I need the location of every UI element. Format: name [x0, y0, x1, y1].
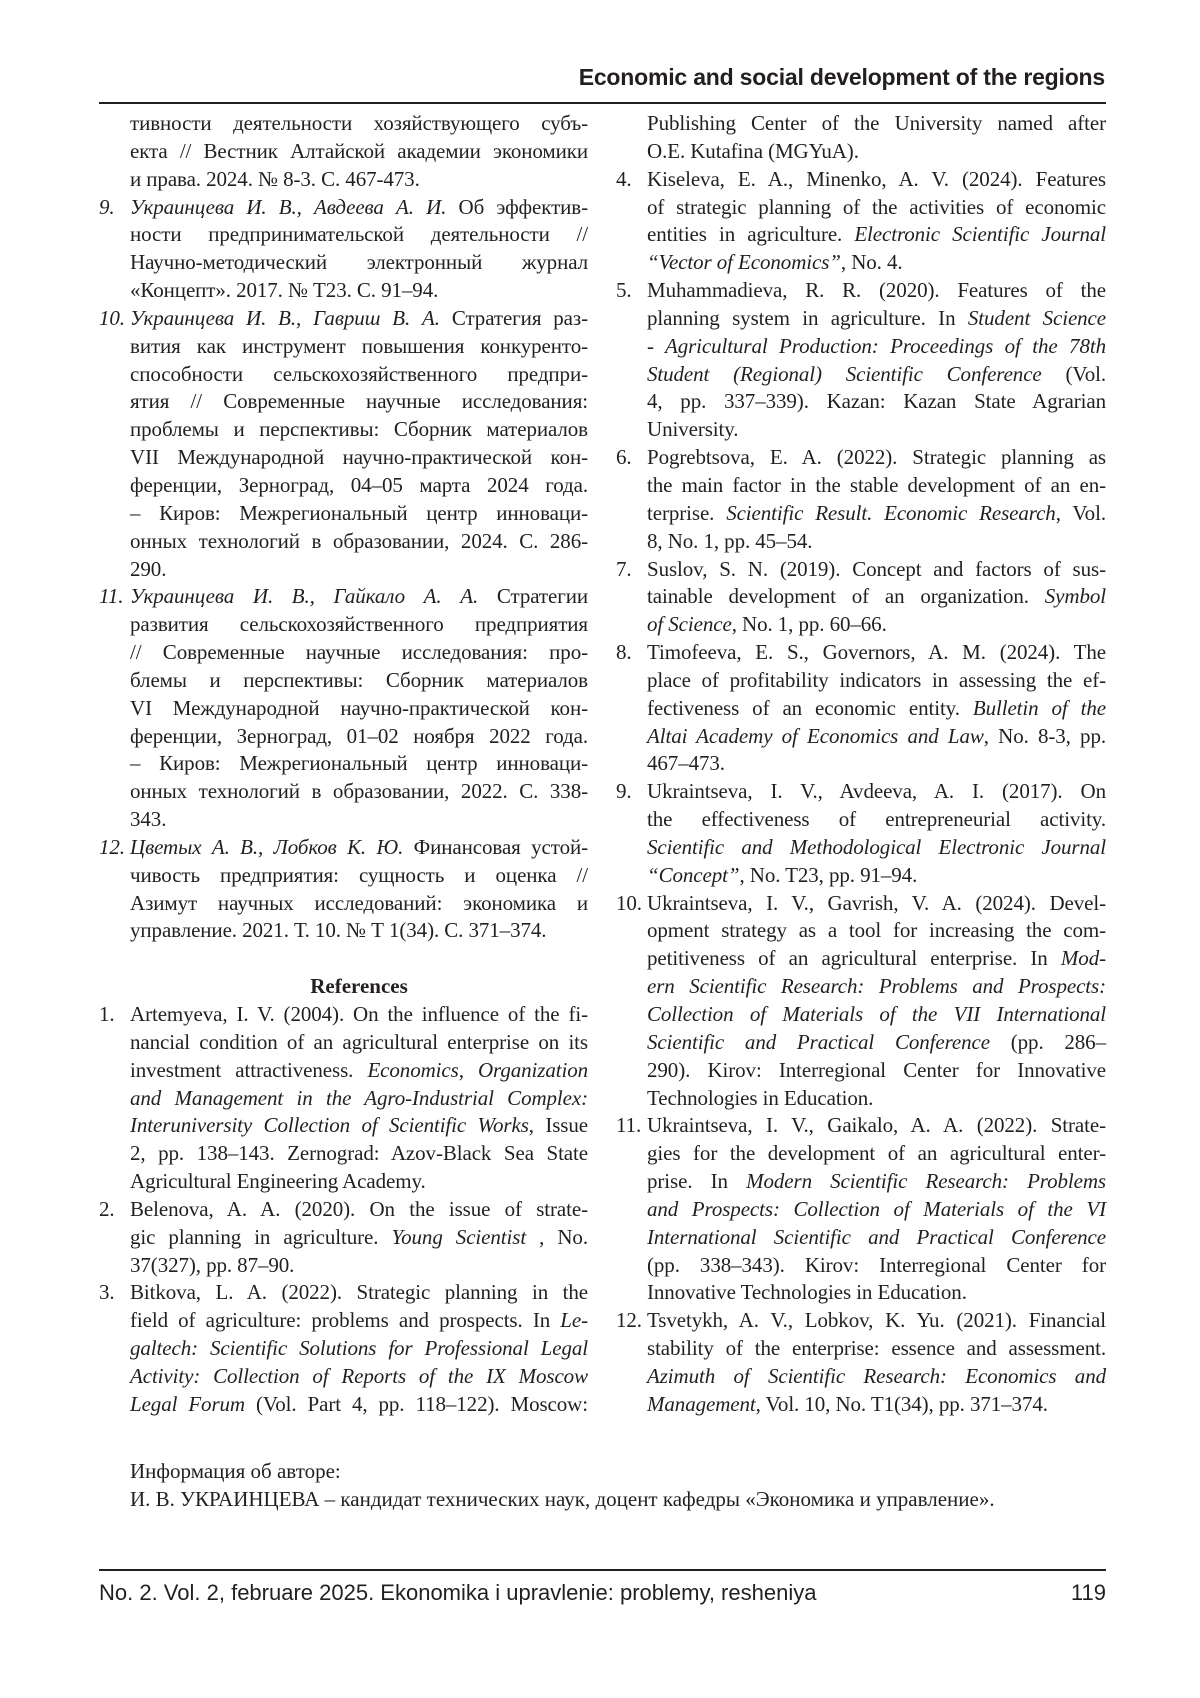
reference-italic-text: Symbol	[1045, 584, 1106, 608]
reference-text: Kiseleva, E. A., Minenko, A. V. (2024). Features	[647, 167, 1106, 191]
reference-text: управление. 2021. Т. 10. № Т 1(34). С. 371–374.	[130, 918, 546, 942]
reference-number: 12.	[99, 834, 125, 862]
reference-line	[616, 138, 1106, 166]
reference-text: planning system in agriculture. In	[647, 306, 968, 330]
reference-text: 37(327), pp. 87–90.	[130, 1253, 294, 1277]
reference-text: nancial condition of an agricultural enterprise on its	[130, 1030, 588, 1054]
page-number: 119	[1071, 1580, 1106, 1606]
reference-text: Muhammadieva, R. R. (2020). Features of the	[647, 278, 1106, 302]
reference-line	[99, 583, 588, 611]
header-rule	[99, 102, 1106, 104]
reference-text: способности сельскохозяйственного предпри-	[130, 362, 588, 386]
reference-text: Pogrebtsova, E. A. (2022). Strategic planning as	[647, 445, 1106, 469]
reference-line	[616, 806, 1106, 834]
reference-text: tainable development of an organization.	[647, 584, 1045, 608]
reference-text: Ukraintseva, I. V., Gaikalo, A. A. (2022). Strate-	[647, 1113, 1106, 1137]
reference-text: Ukraintseva, I. V., Gavrish, V. A. (2024). Devel-	[647, 891, 1106, 915]
reference-item	[616, 1307, 1106, 1418]
footer-rule	[99, 1569, 1106, 1571]
reference-text: fectiveness of an economic entity.	[647, 696, 973, 720]
page-footer	[99, 1580, 1106, 1606]
reference-italic-text: Украинцева И. В., Гавриш В. А.	[130, 306, 440, 330]
reference-italic-text: Activity: Collection of Reports of the IX Moscow	[130, 1364, 588, 1388]
reference-text: (Vol. Part 4, pp. 118–122). Moscow:	[245, 1392, 588, 1416]
reference-italic-text: Украинцева И. В., Гайкало А. А.	[130, 584, 478, 608]
reference-number: 1.	[99, 1001, 115, 1029]
reference-item	[616, 277, 1106, 444]
reference-line	[99, 110, 588, 138]
reference-line	[616, 1307, 1106, 1335]
reference-text: Suslov, S. N. (2019). Concept and factors of sus-	[647, 557, 1106, 581]
reference-line	[616, 750, 1106, 778]
reference-item	[99, 1196, 588, 1280]
reference-text: Об эффектив-	[446, 195, 588, 219]
reference-line	[616, 305, 1106, 333]
reference-item	[99, 194, 588, 305]
reference-line	[616, 1085, 1106, 1113]
reference-line	[616, 667, 1106, 695]
reference-text: Финансовая устой-	[403, 835, 588, 859]
reference-italic-text: Scientific and Practical Conference	[647, 1030, 990, 1054]
reference-item	[616, 166, 1106, 277]
reference-line	[99, 1085, 588, 1113]
reference-italic-text: Management	[647, 1392, 756, 1416]
reference-text: gic planning in agriculture.	[130, 1225, 391, 1249]
reference-line	[99, 528, 588, 556]
reference-text: ференции, Зерноград, 04–05 марта 2024 года.	[130, 473, 588, 497]
reference-italic-text: Altai Academy of Economics and Law	[647, 724, 984, 748]
reference-text: VI Международной научно-практической кон-	[130, 696, 588, 720]
reference-italic-text: Interuniversity Collection of Scientific Works	[130, 1113, 529, 1137]
reference-text: Timofeeva, E. S., Governors, A. M. (2024). The	[647, 640, 1106, 664]
reference-line	[99, 1224, 588, 1252]
reference-line	[99, 1335, 588, 1363]
reference-text: , No. T23, pp. 91–94.	[739, 863, 917, 887]
reference-line	[616, 973, 1106, 1001]
reference-text: Азимут научных исследований: экономика и	[130, 891, 588, 915]
reference-text: онных технологий в образовании, 2024. С. 286-	[130, 529, 588, 553]
reference-text: ференции, Зерноград, 01–02 ноября 2022 года.	[130, 724, 588, 748]
reference-item	[616, 556, 1106, 640]
reference-line	[616, 333, 1106, 361]
reference-line	[616, 778, 1106, 806]
reference-line	[616, 862, 1106, 890]
reference-text: – Киров: Межрегиональный центр инноваци-	[130, 501, 588, 525]
reference-text: (pp. 338–343). Kirov: Interregional Center for	[647, 1253, 1106, 1277]
reference-line	[99, 1057, 588, 1085]
reference-line	[616, 611, 1106, 639]
blank-line	[99, 945, 588, 973]
reference-line	[616, 1279, 1106, 1307]
reference-line	[99, 611, 588, 639]
reference-line	[99, 333, 588, 361]
reference-text: 343.	[130, 807, 166, 831]
right-column	[616, 110, 1106, 1419]
running-header-title: Economic and social development of the regions	[579, 64, 1105, 91]
reference-text: the effectiveness of entrepreneurial activity.	[647, 807, 1106, 831]
reference-text: развития сельскохозяйственного предприятия	[130, 612, 588, 636]
reference-text: 4, pp. 337–339). Kazan: Kazan State Agrarian	[647, 389, 1106, 413]
reference-line	[616, 1391, 1106, 1419]
reference-text: O.E. Kutafina (MGYuA).	[647, 139, 859, 163]
reference-text: проблемы и перспективы: Сборник материалов	[130, 417, 588, 441]
reference-item	[616, 444, 1106, 555]
reference-text: stability of the enterprise: essence and assessment.	[647, 1336, 1106, 1360]
reference-text: 2, pp. 138–143. Zernograd: Azov-Black Sea State	[130, 1141, 588, 1165]
reference-line	[616, 1057, 1106, 1085]
reference-italic-text: galtech: Scientific Solutions for Professional Legal	[130, 1336, 588, 1360]
reference-line	[99, 667, 588, 695]
reference-number: 12.	[616, 1307, 642, 1335]
reference-number: 7.	[616, 556, 632, 584]
reference-number: 5.	[616, 277, 632, 305]
reference-line	[616, 277, 1106, 305]
reference-text: Agricultural Engineering Academy.	[130, 1169, 426, 1193]
references-heading: References	[99, 973, 588, 1001]
reference-text: тивности деятельности хозяйствующего субъ-	[130, 111, 588, 135]
reference-text: terprise.	[647, 501, 726, 525]
reference-text: «Концепт». 2017. № Т23. С. 91–94.	[130, 278, 438, 302]
left-column	[99, 110, 588, 1419]
reference-number: 8.	[616, 639, 632, 667]
reference-number: 10.	[99, 305, 125, 333]
reference-line	[616, 1252, 1106, 1280]
reference-line	[616, 1112, 1106, 1140]
reference-text: 290.	[130, 557, 166, 581]
reference-text: екта // Вестник Алтайской академии экономики	[130, 139, 588, 163]
reference-line	[99, 221, 588, 249]
reference-italic-text: and Prospects: Collection of Materials of the VI	[647, 1197, 1106, 1221]
reference-line	[99, 1029, 588, 1057]
reference-line	[616, 249, 1106, 277]
reference-line	[99, 1196, 588, 1224]
reference-italic-text: Student (Regional) Scientific Conference	[647, 362, 1042, 386]
reference-item	[99, 583, 588, 834]
reference-line	[616, 1029, 1106, 1057]
reference-line	[616, 834, 1106, 862]
reference-line	[99, 305, 588, 333]
reference-text: вития как инструмент повышения конкуренто-	[130, 334, 588, 358]
reference-number: 2.	[99, 1196, 115, 1224]
reference-line	[99, 1140, 588, 1168]
reference-line	[616, 500, 1106, 528]
reference-text: the main factor in the stable development of an en-	[647, 473, 1106, 497]
reference-italic-text: Bulletin of the	[973, 696, 1106, 720]
reference-italic-text: “Vector of Economics”	[647, 250, 841, 274]
reference-italic-text: ern Scientific Research: Problems and Prospects:	[647, 974, 1106, 998]
reference-line	[99, 1168, 588, 1196]
reference-line	[99, 890, 588, 918]
reference-text: Стратегии	[478, 584, 588, 608]
reference-number: 6.	[616, 444, 632, 472]
reference-line	[616, 945, 1106, 973]
reference-line	[99, 1112, 588, 1140]
reference-line	[99, 556, 588, 584]
reference-line	[99, 1279, 588, 1307]
reference-line	[99, 1391, 588, 1419]
reference-line	[99, 1307, 588, 1335]
reference-line	[616, 917, 1106, 945]
reference-text: , Vol.	[1056, 501, 1106, 525]
reference-line	[99, 444, 588, 472]
reference-italic-text: - Agricultural Production: Proceedings of the 78th	[647, 334, 1106, 358]
reference-line	[99, 166, 588, 194]
reference-line	[99, 917, 588, 945]
reference-number: 3.	[99, 1279, 115, 1307]
reference-text: VII Международной научно-практической кон-	[130, 445, 588, 469]
reference-italic-text: Modern Scientific Research: Problems	[746, 1169, 1106, 1193]
reference-italic-text: Цветых А. В., Лобков К. Ю.	[130, 835, 403, 859]
reference-text: Ukraintseva, I. V., Avdeeva, A. I. (2017). On	[647, 779, 1106, 803]
reference-line	[99, 778, 588, 806]
reference-item	[99, 110, 588, 194]
reference-italic-text: Collection of Materials of the VII International	[647, 1002, 1106, 1026]
reference-item	[616, 110, 1106, 166]
reference-text: Publishing Center of the University named after	[647, 111, 1106, 135]
reference-line	[616, 388, 1106, 416]
reference-line	[99, 277, 588, 305]
reference-text: Belenova, A. A. (2020). On the issue of strate-	[130, 1197, 588, 1221]
reference-line	[616, 221, 1106, 249]
reference-italic-text: Scientific Result. Economic Research	[726, 501, 1056, 525]
reference-italic-text: Economics, Organization	[367, 1058, 588, 1082]
reference-line	[99, 249, 588, 277]
reference-text: Technologies in Education.	[647, 1086, 873, 1110]
reference-line	[99, 1252, 588, 1280]
reference-italic-text: Young Scientist	[391, 1225, 526, 1249]
reference-text: , Vol. 10, No. T1(34), pp. 371–374.	[756, 1392, 1048, 1416]
reference-text: блемы и перспективы: Сборник материалов	[130, 668, 588, 692]
reference-text: , No. 8-3, pp.	[984, 724, 1106, 748]
reference-italic-text: Украинцева И. В., Авдеева А. И.	[130, 195, 446, 219]
reference-text: gies for the development of an agricultural enter-	[647, 1141, 1106, 1165]
reference-text: , No.	[526, 1225, 588, 1249]
reference-text: – Киров: Межрегиональный центр инноваци-	[130, 751, 588, 775]
reference-text: prise. In	[647, 1169, 746, 1193]
reference-text: opment strategy as a tool for increasing the com-	[647, 918, 1106, 942]
reference-line	[616, 444, 1106, 472]
reference-text: ятия // Современные научные исследования:	[130, 389, 588, 413]
author-info-label: Информация об авторе:	[130, 1458, 341, 1486]
reference-number: 11.	[99, 583, 123, 611]
reference-line	[616, 361, 1106, 389]
reference-italic-text: of Science	[647, 612, 732, 636]
reference-italic-text: Electronic Scientific Journal	[854, 222, 1106, 246]
reference-text: Bitkova, L. A. (2022). Strategic planning in the	[130, 1280, 588, 1304]
reference-line	[616, 472, 1106, 500]
reference-number: 11.	[616, 1112, 641, 1140]
reference-italic-text: Student Science	[968, 306, 1106, 330]
reference-text: of strategic planning of the activities of economic	[647, 195, 1106, 219]
reference-item	[616, 890, 1106, 1113]
reference-line	[99, 500, 588, 528]
reference-text: Стратегия раз-	[440, 306, 588, 330]
reference-line	[616, 110, 1106, 138]
reference-line	[99, 723, 588, 751]
reference-text: 467–473.	[647, 751, 725, 775]
reference-line	[616, 1335, 1106, 1363]
reference-line	[99, 695, 588, 723]
reference-number: 9.	[616, 778, 632, 806]
reference-text: чивость предприятия: сущность и оценка //	[130, 863, 588, 887]
reference-italic-text: “Concept”	[647, 863, 739, 887]
reference-line	[616, 166, 1106, 194]
reference-item	[616, 778, 1106, 889]
reference-line	[99, 834, 588, 862]
reference-line	[616, 1001, 1106, 1029]
reference-item	[616, 639, 1106, 778]
reference-text: Artemyeva, I. V. (2004). On the influence of the fi-	[130, 1002, 588, 1026]
reference-italic-text: Azimuth of Scientific Research: Economics and	[647, 1364, 1106, 1388]
reference-text: petitiveness of an agricultural enterprise. In	[647, 946, 1061, 970]
reference-line	[99, 750, 588, 778]
reference-line	[616, 723, 1106, 751]
reference-line	[99, 806, 588, 834]
reference-italic-text: Legal Forum	[130, 1392, 245, 1416]
reference-item	[99, 1001, 588, 1196]
reference-text: 290). Kirov: Interregional Center for Innovative	[647, 1058, 1106, 1082]
reference-text: Tsvetykh, A. V., Lobkov, K. Yu. (2021). Financial	[647, 1308, 1106, 1332]
reference-text: , No. 4.	[841, 250, 903, 274]
reference-line	[99, 388, 588, 416]
reference-line	[99, 862, 588, 890]
reference-line	[616, 1363, 1106, 1391]
reference-italic-text: Mod-	[1061, 946, 1106, 970]
reference-line	[616, 556, 1106, 584]
reference-text: Innovative Technologies in Education.	[647, 1280, 967, 1304]
reference-line	[616, 416, 1106, 444]
reference-text: (pp. 286–	[990, 1030, 1106, 1054]
reference-line	[616, 1168, 1106, 1196]
reference-line	[616, 695, 1106, 723]
reference-italic-text: and Management in the Agro-Industrial Complex:	[130, 1086, 588, 1110]
reference-text: , Issue	[529, 1113, 588, 1137]
reference-text: онных технологий в образовании, 2022. С. 338-	[130, 779, 588, 803]
reference-italic-text: Le-	[560, 1308, 588, 1332]
reference-line	[616, 890, 1106, 918]
reference-item	[99, 1279, 588, 1418]
reference-line	[99, 138, 588, 166]
reference-number: 10.	[616, 890, 642, 918]
reference-line	[616, 583, 1106, 611]
reference-item	[99, 834, 588, 945]
reference-line	[99, 194, 588, 222]
reference-text: ности предпринимательской деятельности //	[130, 222, 588, 246]
reference-line	[99, 416, 588, 444]
footer-journal-info: No. 2. Vol. 2, februare 2025. Ekonomika i upravlenie: problemy, resheniya	[99, 1580, 816, 1606]
reference-text: University.	[647, 417, 738, 441]
reference-italic-text: Scientific and Methodological Electronic Journal	[647, 835, 1106, 859]
reference-text: , No. 1, pp. 60–66.	[732, 612, 887, 636]
reference-line	[99, 472, 588, 500]
reference-text: Научно-методический электронный журнал	[130, 250, 588, 274]
reference-text: entities in agriculture.	[647, 222, 854, 246]
reference-text: (Vol.	[1042, 362, 1106, 386]
reference-line	[616, 1224, 1106, 1252]
reference-line	[99, 361, 588, 389]
reference-number: 9.	[99, 194, 115, 222]
author-info-text: И. В. УКРАИНЦЕВА – кандидат технических наук, доцент кафедры «Экономика и управление».	[130, 1486, 995, 1514]
reference-item	[99, 305, 588, 583]
reference-text: // Современные научные исследования: про-	[130, 640, 588, 664]
reference-number: 4.	[616, 166, 632, 194]
reference-text: и права. 2024. № 8-3. С. 467-473.	[130, 167, 420, 191]
reference-line	[99, 639, 588, 667]
reference-line	[616, 194, 1106, 222]
reference-text: place of profitability indicators in assessing the ef-	[647, 668, 1106, 692]
reference-line	[616, 639, 1106, 667]
reference-line	[616, 1140, 1106, 1168]
reference-line	[616, 1196, 1106, 1224]
reference-line	[616, 528, 1106, 556]
reference-text: 8, No. 1, pp. 45–54.	[647, 529, 812, 553]
reference-text: investment attractiveness.	[130, 1058, 367, 1082]
reference-item	[616, 1112, 1106, 1307]
reference-text: field of agriculture: problems and prospects. In	[130, 1308, 560, 1332]
reference-italic-text: International Scientific and Practical Conference	[647, 1225, 1106, 1249]
reference-line	[99, 1363, 588, 1391]
reference-line	[99, 1001, 588, 1029]
